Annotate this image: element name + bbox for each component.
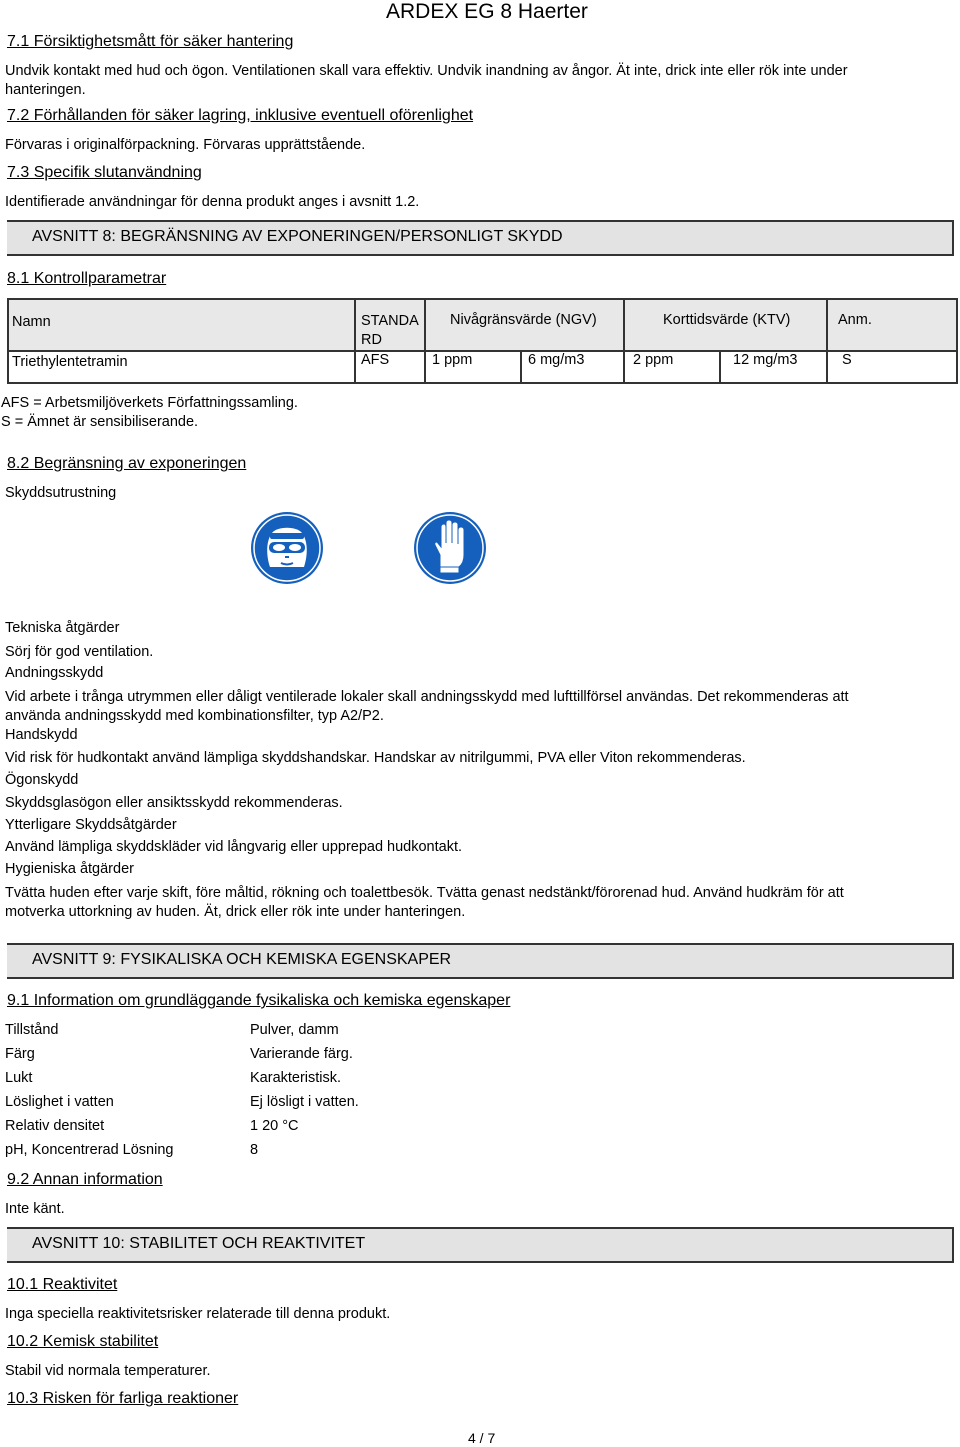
heading-7-1: 7.1 Försiktighetsmått för säker hantering [7, 33, 294, 50]
section-9-header [7, 943, 954, 979]
property-value: 1 20 °C [250, 1118, 299, 1134]
control-parameters-table [7, 298, 958, 384]
heading-8-2: 8.2 Begränsning av exponeringen [7, 455, 247, 472]
text-7-3: Identifierade användningar för denna produkt anges i avsnitt 1.2. [5, 194, 420, 210]
text-7-1: Undvik kontakt med hud och ögon. Ventilationen skall vara effektiv. Undvik inandning av ångor. Ät inte, drick inte eller rök inte under hanteringen. [5, 63, 848, 98]
section-8-title: AVSNITT 8: BEGRÄNSNING AV EXPONERINGEN/PERSONLIGT SKYDD [32, 228, 563, 245]
section-10-header [7, 1227, 954, 1263]
property-label: Lukt [5, 1070, 33, 1086]
property-value: Varierande färg. [250, 1046, 353, 1062]
technical-measures-label: Tekniska åtgärder [5, 620, 120, 636]
cell-anm: S [827, 351, 957, 383]
heading-10-1: 10.1 Reaktivitet [7, 1276, 118, 1293]
col-anm-header: Anm. [827, 299, 957, 351]
col-ngv-header: Nivågränsvärde (NGV) [425, 299, 624, 351]
other-protection-label: Ytterligare Skyddsåtgärder [5, 817, 177, 833]
table-header-row [8, 299, 957, 351]
col-name-header: Namn [8, 299, 355, 351]
eye-protection-text: Skyddsglasögon eller ansiktsskydd rekommenderas. [5, 795, 343, 811]
technical-measures-text: Sörj för god ventilation. [5, 644, 154, 660]
page-number: 4 / 7 [468, 1430, 496, 1446]
col-ktv-header: Korttidsvärde (KTV) [624, 299, 827, 351]
col-standard-header: STANDA RD [355, 299, 425, 351]
heading-7-3: 7.3 Specifik slutanvändning [7, 164, 202, 181]
text-10-1: Inga speciella reaktivitetsrisker relaterade till denna produkt. [5, 1306, 391, 1322]
eye-protection-label: Ögonskydd [5, 772, 79, 788]
heading-7-2: 7.2 Förhållanden för säker lagring, inklusive eventuell oförenlighet [7, 107, 474, 124]
property-value: Pulver, damm [250, 1022, 339, 1038]
table-row [8, 351, 957, 383]
hand-protection-label: Handskydd [5, 727, 78, 743]
note-s: S = Ämnet är sensibiliserande. [1, 414, 199, 430]
respiratory-text: Vid arbete i trånga utrymmen eller dåligt ventilerade lokaler skall andningsskydd med lufttillförsel användas. Det rekommenderas att använda andningsskydd med kombinationsfilter, typ A2/P2. [5, 689, 849, 724]
property-label: Relativ densitet [5, 1118, 105, 1134]
note-afs: AFS = Arbetsmiljöverkets Författningssamling. [1, 395, 298, 411]
heading-8-1: 8.1 Kontrollparametrar [7, 270, 167, 287]
cell-name: Triethylentetramin [8, 351, 355, 383]
text-9-2: Inte känt. [5, 1201, 65, 1217]
section-8-header [7, 220, 954, 256]
property-label: Löslighet i vatten [5, 1094, 114, 1110]
section-10-title: AVSNITT 10: STABILITET OCH REAKTIVITET [32, 1235, 366, 1252]
hand-protection-text: Vid risk för hudkontakt använd lämpliga skyddshandskar. Handskar av nitrilgummi, PVA eller Viton rekommenderas. [5, 750, 746, 766]
property-value: 8 [250, 1142, 259, 1158]
property-label: Tillstånd [5, 1022, 59, 1038]
property-value: Ej lösligt i vatten. [250, 1094, 359, 1110]
heading-9-1: 9.1 Information om grundläggande fysikaliska och kemiska egenskaper [7, 992, 511, 1009]
cell-ngv-ppm: 1 ppm [425, 351, 521, 383]
text-10-2: Stabil vid normala temperaturer. [5, 1363, 211, 1379]
document-title: ARDEX EG 8 Haerter [386, 0, 588, 23]
section-9-title: AVSNITT 9: FYSIKALISKA OCH KEMISKA EGENSKAPER [32, 951, 452, 968]
heading-10-3: 10.3 Risken för farliga reaktioner [7, 1390, 239, 1407]
heading-10-2: 10.2 Kemisk stabilitet [7, 1333, 159, 1350]
gloves-icon [413, 511, 487, 589]
cell-ngv-mg: 6 mg/m3 [521, 351, 624, 383]
hygiene-label: Hygieniska åtgärder [5, 861, 134, 877]
respiratory-label: Andningsskydd [5, 665, 104, 681]
cell-standard: AFS [355, 351, 425, 383]
property-value: Karakteristisk. [250, 1070, 342, 1086]
face-protection-icon [250, 511, 324, 589]
cell-ktv-mg: 12 mg/m3 [720, 351, 827, 383]
cell-ktv-ppm: 2 ppm [624, 351, 720, 383]
heading-9-2: 9.2 Annan information [7, 1171, 163, 1188]
property-label: Färg [5, 1046, 35, 1062]
other-protection-text: Använd lämpliga skyddskläder vid långvarig eller upprepad hudkontakt. [5, 839, 463, 855]
protective-equipment-label: Skyddsutrustning [5, 485, 117, 501]
property-label: pH, Koncentrerad Lösning [5, 1142, 174, 1158]
hygiene-text: Tvätta huden efter varje skift, före måltid, rökning och toalettbesök. Tvätta genast nedstänkt/förorenad hud. Använd hudkräm för att motverka uttorkning av huden. Ät, drick eller rök inte under hanteringen. [5, 885, 844, 920]
text-7-2: Förvaras i originalförpackning. Förvaras upprättstående. [5, 137, 366, 153]
